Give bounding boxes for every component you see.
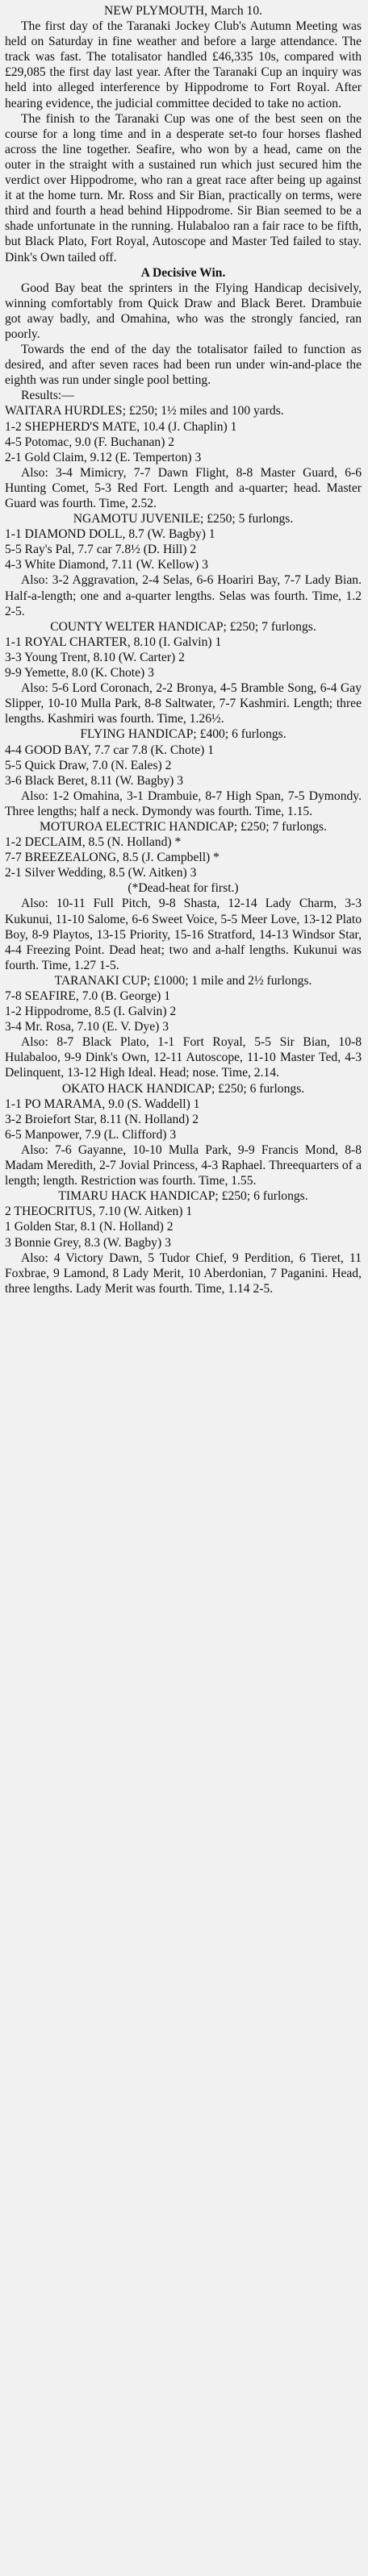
race-title: TIMARU HACK HANDICAP; £250; 6 furlongs. (58, 1189, 308, 1204)
also-ran: Also: 3-4 Mimicry, 7-7 Dawn Flight, 8-8 Master Guard, 6-6 Hunting Comet, 5-3 Red Fort. Length and a-quarter; head. Master Guard was fourth. Time, 2.52. (5, 465, 362, 510)
placing-line: 9-9 Yemette, 8.0 (K. Chote) 3 (5, 666, 154, 680)
placing-line: 3-3 Young Trent, 8.10 (W. Carter) 2 (5, 650, 185, 664)
placing-line: 1-1 PO MARAMA, 9.0 (S. Waddell) 1 (5, 1097, 200, 1111)
race-title: FLYING HANDICAP; £400; 6 furlongs. (80, 727, 286, 742)
race-title: WAITARA HURDLES; £250; 1½ miles and 100 yards. (5, 404, 284, 418)
intro-paragraph: The first day of the Taranaki Jockey Club's Autumn Meeting was held on Saturday in fine weather and before a large attendance. The track was fast. The totalisator handled £46,335 10s, compared with £29,085 the first day last year. After the Taranaki Cup an inquiry was held into alleged interference by Hippodrome to Fort Royal. After hearing evidence, the judicial committee decided to take no action. (5, 19, 362, 110)
placing-line: 7-7 BREEZEALONG, 8.5 (J. Campbell) * (5, 851, 220, 865)
dead-heat-note: (*Dead-heat for first.) (128, 881, 239, 896)
placing-line: 1-2 Hippodrome, 8.5 (I. Galvin) 2 (5, 1005, 177, 1019)
body-paragraph: Good Bay beat the sprinters in the Flying Handicap decisively, winning comfortably from Quick Draw and Black Beret. Drambuie got away badly, and Omahina, who was the strongly fancied, ran poorly. (5, 281, 362, 341)
placing-line: 7-8 SEAFIRE, 7.0 (B. George) 1 (5, 989, 171, 1003)
placing-line: 3 Bonnie Grey, 8.3 (W. Bagby) 3 (5, 1235, 171, 1250)
placing-line: 1 Golden Star, 8.1 (N. Holland) 2 (5, 1220, 174, 1234)
placing-line: 3-4 Mr. Rosa, 7.10 (E. V. Dye) 3 (5, 1020, 169, 1034)
placing-line: 2-1 Silver Wedding, 8.5 (W. Aitken) 3 (5, 866, 197, 880)
also-ran: Also: 8-7 Black Plato, 1-1 Fort Royal, 5-5 Sir Bian, 10-8 Hulabaloo, 9-9 Dink's Own, 12-11 Autoscope, 11-10 Master Ted, 4-3 Delinquent, 13-12 High Ideal. Head; nose. Time, 2.14. (5, 1035, 362, 1080)
also-ran: Also: 5-6 Lord Coronach, 2-2 Bronya, 4-5 Bramble Song, 6-4 Gay Slipper, 10-10 Mulla Park, 8-8 Saltwater, 7-7 Kashmiri. Length; three lengths. Kashmiri was fourth. Time, 1.26½. (5, 681, 362, 726)
race-result (5, 819, 362, 973)
placing-line: 1-1 ROYAL CHARTER, 8.10 (I. Galvin) 1 (5, 635, 222, 649)
placing-line: 3-2 Broiefort Star, 8.11 (N. Holland) 2 (5, 1112, 199, 1126)
race-result (5, 1081, 362, 1189)
body-paragraph: Towards the end of the day the totalisator failed to function as desired, and after seven races had been run under win-and-place the eighth was run under single pool betting. (5, 343, 362, 388)
results-label: Results:— (21, 389, 74, 403)
race-result (5, 403, 362, 511)
race-result (5, 619, 362, 727)
placing-line: 1-2 SHEPHERD'S MATE, 10.4 (J. Chaplin) 1 (5, 419, 237, 434)
placing-line: 3-6 Black Beret, 8.11 (W. Bagby) 3 (5, 773, 184, 788)
race-title: MOTUROA ELECTRIC HANDICAP; £250; 7 furlongs. (39, 819, 328, 834)
race-title: NGAMOTU JUVENILE; £250; 5 furlongs. (73, 512, 294, 526)
also-ran: Also: 7-6 Gayanne, 10-10 Mulla Park, 9-9 Francis Mond, 8-8 Madam Meredith, 2-7 Jovial Princess, 4-3 Raphael. Threequarters of a length; length. Restriction was fourth. Time, 1.55. (5, 1142, 362, 1188)
also-ran: Also: 10-11 Full Pitch, 9-8 Shasta, 12-14 Lady Charm, 3-3 Kukunui, 11-10 Salome, 6-6 Sweet Voice, 5-5 Meer Love, 13-12 Plato Boy, 8-9 Playtos, 13-15 Priority, 15-16 Stratford, 14-13 Windsor Star, 4-4 Freezing Point. Dead heat; two and a-half lengths. Kukunui was fourth. Time, 1.27 1-5. (5, 897, 362, 972)
placing-line: 4-5 Potomac, 9.0 (F. Buchanan) 2 (5, 435, 175, 449)
race-result (5, 726, 362, 819)
placing-line: 1-1 DIAMOND DOLL, 8.7 (W. Bagby) 1 (5, 527, 215, 542)
placing-line: 1-2 DECLAIM, 8.5 (N. Holland) * (5, 835, 182, 850)
also-ran: Also: 3-2 Aggravation, 2-4 Selas, 6-6 Hoariri Bay, 7-7 Lady Bian. Half-a-length; one and a-quarter lengths. Selas was fourth. Time, 1.2 2-5. (5, 573, 362, 618)
race-result (5, 973, 362, 1081)
placing-line: 5-5 Quick Draw, 7.0 (N. Eales) 2 (5, 758, 172, 772)
subheading: A Decisive Win. (140, 265, 226, 280)
placing-line: 5-5 Ray's Pal, 7.7 car 7.8½ (D. Hill) 2 (5, 543, 197, 557)
race-title: OKATO HACK HANDICAP; £250; 6 furlongs. (61, 1081, 305, 1096)
placing-line: 6-5 Manpower, 7.9 (L. Clifford) 3 (5, 1127, 177, 1142)
dateline: NEW PLYMOUTH, March 10. (103, 4, 263, 18)
placing-line: 2 THEOCRITUS, 7.10 (W. Aitken) 1 (5, 1205, 193, 1219)
also-ran: Also: 4 Victory Dawn, 5 Tudor Chief, 9 Perdition, 6 Tieret, 11 Foxbrae, 9 Lamond, 8 Lady Merit, 10 Aberdonian, 7 Paganini. Head, three lengths. Lady Merit was fourth. Time, 1.14 2-5. (5, 1251, 362, 1296)
race-title: TARANAKI CUP; £1000; 1 mile and 2½ furlongs. (54, 973, 312, 988)
intro-paragraph: The finish to the Taranaki Cup was one of the best seen on the course for a long time and in a desperate set-to four horses flashed across the line together. Seafire, who won by a head, came on the outer in the straight with a sustained run which just secured him the verdict over Hippodrome, who ran a great race after being up against it at the home turn. Mr. Ross and Sir Bian, practically on terms, were third and fourth a head behind Hippodrome. Sir Bian seemed to be a shade unfortunate in the running. Hulabaloo ran a fair race to be fifth, but Black Plato, Fort Royal, Autoscope and Master Ted failed to stay. Dink's Own tailed off. (5, 111, 362, 264)
race-result (5, 511, 362, 619)
race-result (5, 1188, 362, 1296)
placing-line: 4-3 White Diamond, 7.11 (W. Kellow) 3 (5, 558, 208, 572)
also-ran: Also: 1-2 Omahina, 3-1 Drambuie, 8-7 High Span, 7-5 Dymondy. Three lengths; half a neck. Dymondy was fourth. Time, 1.15. (5, 789, 362, 818)
placing-line: 2-1 Gold Claim, 9.12 (E. Temperton) 3 (5, 450, 202, 464)
placing-line: 4-4 GOOD BAY, 7.7 car 7.8 (K. Chote) 1 (5, 743, 215, 757)
race-title: COUNTY WELTER HANDICAP; £250; 7 furlongs. (50, 619, 316, 634)
